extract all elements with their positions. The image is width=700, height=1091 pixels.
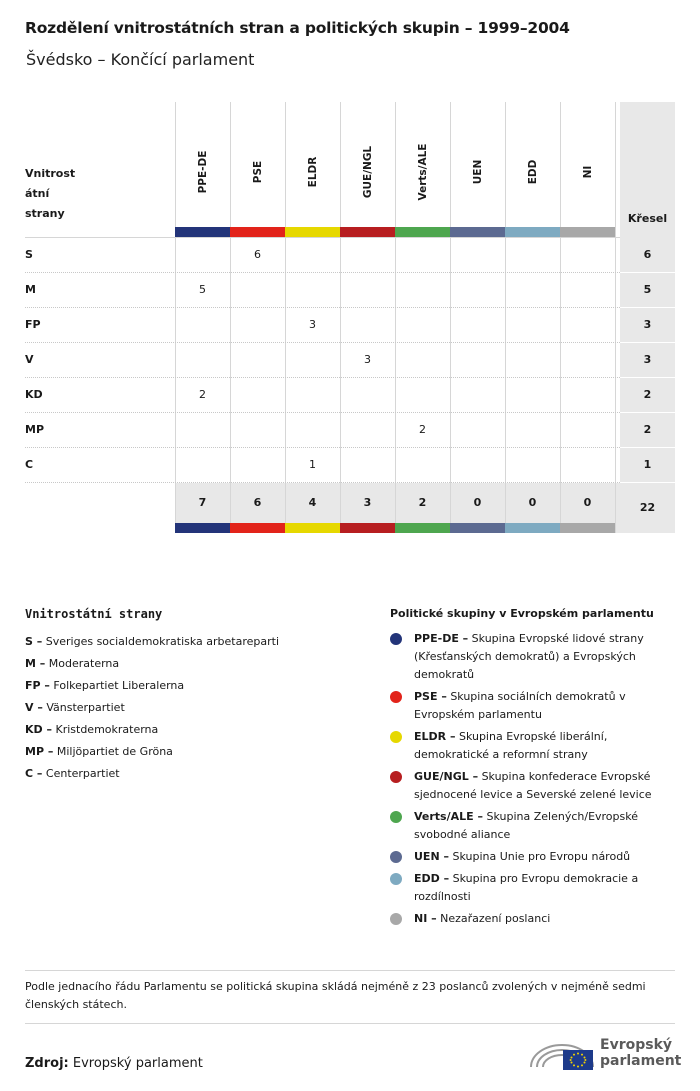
group-total: 0	[473, 496, 482, 509]
column-divider	[615, 102, 616, 533]
group-color-bar-bottom	[560, 523, 615, 533]
header-divider	[25, 237, 620, 238]
row-divider	[25, 342, 620, 343]
group-color-bar	[230, 227, 285, 237]
political-group-legend-item: GUE/NGL – Skupina konfederace Evropské sjednocené levice a Severské zelené levice	[390, 768, 680, 804]
european-parliament-logo	[527, 1034, 682, 1074]
group-header-gue-ngl: GUE/NGL	[361, 145, 374, 199]
group-color-dot-icon	[390, 633, 402, 645]
source-value: Evropský parlament	[68, 1056, 203, 1071]
footer-divider-top	[25, 970, 675, 971]
group-total: 4	[308, 496, 317, 509]
page-subtitle: Švédsko – Končící parlament	[26, 50, 255, 69]
group-color-bar	[340, 227, 395, 237]
page-title: Rozdělení vnitrostátních stran a politických skupin – 1999–2004	[25, 19, 570, 37]
group-header-verts-ale: Verts/ALE	[416, 143, 429, 201]
group-color-bar-bottom	[340, 523, 395, 533]
row-seats-total: 1	[643, 458, 652, 471]
political-group-legend-item: PSE – Skupina sociálních demokratů v Evropském parlamentu	[390, 688, 680, 724]
seats-header: Křesel	[627, 212, 668, 225]
national-parties-legend	[25, 605, 355, 785]
table-cell: 3	[309, 318, 316, 331]
row-label-kd: KD	[25, 388, 43, 401]
table-cell: 6	[254, 248, 261, 261]
political-group-legend-item: PPE-DE – Skupina Evropské lidové strany (Křesťanských demokratů) a Evropských demokratů	[390, 630, 680, 684]
group-color-dot-icon	[390, 691, 402, 703]
source-label: Zdroj:	[25, 1056, 69, 1071]
group-header-edd: EDD	[526, 159, 539, 185]
row-seats-total: 2	[643, 388, 652, 401]
seats-row-divider	[620, 412, 675, 413]
political-group-legend-item: EDD – Skupina pro Evropu demokracie a rozdílnosti	[390, 870, 680, 906]
grand-total: 22	[639, 501, 656, 514]
row-divider	[25, 377, 620, 378]
group-color-dot-icon	[390, 873, 402, 885]
group-color-bar	[285, 227, 340, 237]
national-party-legend-item: KD – Kristdemokraterna	[25, 723, 159, 736]
row-seats-total: 3	[643, 353, 652, 366]
political-group-legend-item: NI – Nezařazení poslanci	[390, 910, 680, 928]
group-total: 0	[528, 496, 537, 509]
group-color-bar-bottom	[450, 523, 505, 533]
group-total: 3	[363, 496, 372, 509]
group-header-ppe-de: PPE-DE	[196, 150, 209, 194]
group-color-bar	[505, 227, 560, 237]
group-header-eldr: ELDR	[306, 156, 319, 188]
row-label-v: V	[25, 353, 34, 366]
seats-row-divider	[620, 447, 675, 448]
group-color-bar-bottom	[285, 523, 340, 533]
table-cell: 1	[309, 458, 316, 471]
row-divider	[25, 272, 620, 273]
group-header-ni: NI	[581, 165, 594, 179]
group-color-dot-icon	[390, 851, 402, 863]
table-cell: 2	[419, 423, 426, 436]
row-seats-total: 2	[643, 423, 652, 436]
national-party-legend-item: FP – Folkepartiet Liberalerna	[25, 679, 185, 692]
political-groups-legend	[390, 605, 680, 932]
political-group-legend-item: Verts/ALE – Skupina Zelených/Evropské svobodné aliance	[390, 808, 680, 844]
national-party-legend-item: M – Moderaterna	[25, 657, 120, 670]
parliament-hemicycle-icon	[527, 1034, 597, 1074]
group-color-bar-bottom	[505, 523, 560, 533]
row-label-m: M	[25, 283, 36, 296]
group-color-bar	[450, 227, 505, 237]
group-total: 6	[253, 496, 262, 509]
row-label-fp: FP	[25, 318, 41, 331]
group-color-bar	[395, 227, 450, 237]
national-party-legend-item: C – Centerpartiet	[25, 767, 120, 780]
row-label-c: C	[25, 458, 34, 471]
national-party-legend-item: V – Vänsterpartiet	[25, 701, 125, 714]
seat-distribution-table	[25, 102, 675, 533]
group-header-uen: UEN	[471, 159, 484, 185]
national-party-legend-item: MP – Miljöpartiet de Gröna	[25, 745, 173, 758]
row-seats-total: 6	[643, 248, 652, 261]
table-cell: 5	[199, 283, 206, 296]
group-color-dot-icon	[390, 771, 402, 783]
group-total: 2	[418, 496, 427, 509]
political-group-legend-item: ELDR – Skupina Evropské liberální, demokratické a reformní strany	[390, 728, 680, 764]
group-total: 7	[198, 496, 207, 509]
group-color-dot-icon	[390, 913, 402, 925]
row-label-mp: MP	[25, 423, 45, 436]
row-seats-total: 3	[643, 318, 652, 331]
row-label-s: S	[25, 248, 33, 261]
groups-legend-title: Politické skupiny v Evropském parlamentu	[390, 607, 654, 620]
row-divider	[25, 412, 620, 413]
group-color-bar	[560, 227, 615, 237]
logo-wordmark: Evropský parlament	[600, 1037, 682, 1069]
group-color-dot-icon	[390, 811, 402, 823]
group-color-dot-icon	[390, 731, 402, 743]
group-header-pse: PSE	[251, 160, 264, 184]
group-total: 0	[583, 496, 592, 509]
group-color-bar-bottom	[230, 523, 285, 533]
table-cell: 3	[364, 353, 371, 366]
footer-divider-bottom	[25, 1023, 675, 1024]
political-group-legend-item: UEN – Skupina Unie pro Evropu národů	[390, 848, 680, 866]
seats-row-divider	[620, 342, 675, 343]
source-line	[25, 1056, 203, 1071]
group-color-bar	[175, 227, 230, 237]
row-seats-total: 5	[643, 283, 652, 296]
seats-row-divider	[620, 307, 675, 308]
group-color-bar-bottom	[175, 523, 230, 533]
seats-row-divider	[620, 272, 675, 273]
table-cell: 2	[199, 388, 206, 401]
seats-row-divider	[620, 377, 675, 378]
group-color-bar-bottom	[395, 523, 450, 533]
national-party-legend-item: S – Sveriges socialdemokratiska arbetareparti	[25, 635, 280, 648]
national-legend-title: Vnitrostátní strany	[25, 607, 163, 621]
footnote: Podle jednacího řádu Parlamentu se politická skupina skládá nejméně z 23 poslanců zvolených v nejméně sedmi členských státech.	[25, 980, 646, 1011]
national-parties-header: Vnitrost átní strany	[25, 167, 76, 220]
